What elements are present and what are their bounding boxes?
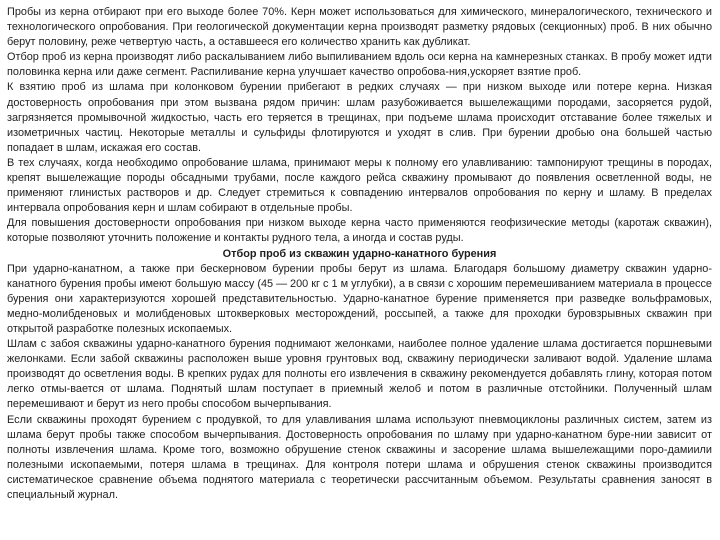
- paragraph-sludge-capture-measures: В тех случаях, когда необходимо опробование шлама, принимают меры к полному его улавливанию: тампонируют трещины в породах, крепят вышележащие породы обсадными трубами, после каждого рейса скважину промывают до появления осветленной воды, не применяют глинистых растворов и др. Следует стремиться к совпадению интервалов опробования по керну и шламу. В пределах интервала опробования керн и шлам собирают в отдельные пробы.: [7, 156, 712, 215]
- section-heading: Отбор проб из скважин ударно-канатного бурения: [222, 247, 497, 260]
- paragraph-bailer-sludge-removal: Шлам с забоя скважины ударно-канатного бурения поднимают желонками, наиболее полное удаление шлама достигается поршневыми желонками. Если забой скважины расположен выше уровня грунтовых вод, скважину периодически заливают водой. Удаление шлама производят до осветления воды. В крепких рудах для полноты его извлечения в скважину рекомендуется добавлять глину, которая потом легко отмы-вается от шлама. Поднятый шлам поступает в приемный желоб и потом в различные отстойники. Полученный шлам перемешивают и берут из него пробы способом вычерпывания.: [7, 338, 712, 411]
- paragraph-core-sampling-output: Пробы из керна отбирают при его выходе более 70%. Керн может использоваться для химического, минералогического, технического и технологического опробования. При геологической документации керна производят разметку рядовых (секционных) проб. В них обычно берут половину, реже четвертую часть, а оставшееся его количество хранить как дубликат.: [7, 6, 712, 49]
- paragraph-sludge-sampling-rare: К взятию проб из шлама при колонковом бурении прибегают в редких случаях — при низком выходе или потере керна. Низкая достоверность опробования при этом вызвана рядом причин: шлам разубоживается вышележащими породами, засоряется рудой, загрязняется промывочной жидкостью, часть его теряется в трещинах, при подъеме шлама происходит отставание более тяжелых и изометричных частиц. Некоторые металлы и сульфиды флотируются и уходят в слив. При бурении дробью она большей частью попадает в шлам, искажая его состав.: [7, 81, 712, 154]
- paragraph-cable-tool-drilling: При ударно-канатном, а также при бескерновом бурении пробы берут из шлама. Благодаря большому диаметру скважин ударно-канатного бурения пробы имеют большую массу (45 — 200 кг с 1 м углубки), а в связи с хорошим перемешиванием материала в процессе бурения они характеризуются хорошей представительностью. Ударно-канатное бурение применяется при разведке вольфрамовых, медно-молибденовых и молибденовых штокверковых месторождений, россыпей, а также для проходки буровзрывных скважин при открытой разработке полезных ископаемых.: [7, 262, 712, 335]
- document-page: [7, 5, 712, 503]
- paragraph-core-splitting-sawing: Отбор проб из керна производят либо раскалыванием либо выпиливанием вдоль оси керна на камнерезных станках. В пробу может идти половинка керна или даже сегмент. Распиливание керна улучшает качество опробова-ния,ускоряет взятие проб.: [7, 51, 712, 79]
- paragraph-geophysical-methods: Для повышения достоверности опробования при низком выходе керна часто применяются геофизические методы (каротаж скважин), которые позволяют уточнить положение и контакты рудного тела, а иногда и состав руды.: [7, 217, 712, 245]
- paragraph-air-flush-cyclones: Если скважины проходят бурением с продувкой, то для улавливания шлама используют пневмоциклоны различных систем, затем из шлама берут пробы также способом вычерпывания. Достоверность опробования по шламу при ударно-канатном буре-нии зависит от полноты извлечения шлама. Кроме того, возможно обрушение стенок скважины и засорение шлама вышележащими поро-дамиили полезными ископаемыми, потеря шлама в трещинах. Для контроля потери шлама и обрушения стенок скважины производится систематическое сравнение объема поднятого материала с теоретически рассчитанным объемом. Результаты сравнения заносят в специальный журнал.: [7, 413, 712, 501]
